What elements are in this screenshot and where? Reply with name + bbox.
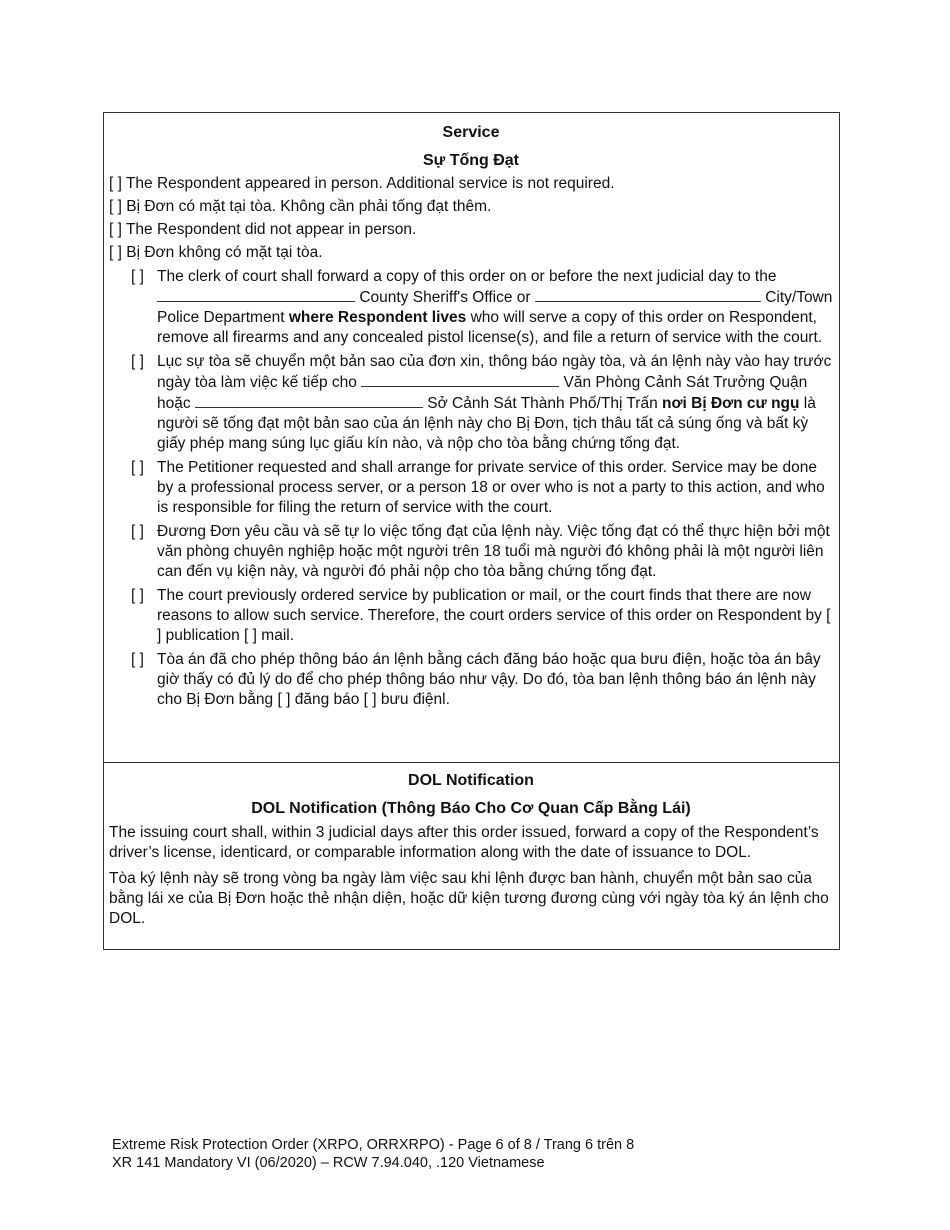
checkbox-publication[interactable]: [ ] xyxy=(157,607,831,644)
service-title-vi: Sự Tống Đạt xyxy=(422,152,520,169)
footer-line-2: XR 141 Mandatory VI (06/2020) – RCW 7.94.040, .120 Vietnamese xyxy=(112,1155,545,1171)
option-not-appeared[interactable]: [ ] The Respondent did not appear in person. xyxy=(109,221,417,238)
checkbox[interactable]: [ ] xyxy=(131,651,144,668)
checkbox[interactable]: [ ] xyxy=(131,268,144,285)
clerk-forward-text: The clerk of court shall forward a copy of this order on or before the next judicial day to the County Sheriff's Office or City/Town Police Department where Respondent lives who will serve a copy of this order on Respondent, remove all firearms and any concealed pistol license(s), and file a return of service with the court. xyxy=(157,268,833,346)
option-appeared-vi[interactable]: [ ] Bị Đơn có mặt tại tòa. Không cần phải tống đạt thêm. xyxy=(109,198,492,215)
publication-text-vi: Tòa án đã cho phép thông báo án lệnh bằng cách đăng báo hoặc qua bưu điện, hoặc tòa án bây giờ thấy có đủ lý do để cho phép thông báo như vậy. Do đó, tòa ban lệnh thông báo án lệnh này cho Bị Đơn bằng [ ] đăng báo [ ] bưu điệnl. xyxy=(157,651,821,708)
option-private-service-vi[interactable] xyxy=(131,522,833,582)
service-title: Service xyxy=(442,124,500,141)
footer-line-1: Extreme Risk Protection Order (XRPO, ORRXRPO) - Page 6 of 8 / Trang 6 trên 8 xyxy=(112,1137,635,1153)
checkbox-publication-vi[interactable]: [ ] xyxy=(277,691,291,708)
option-private-service[interactable] xyxy=(131,458,833,518)
option-publication[interactable] xyxy=(131,586,833,646)
option-not-appeared-vi[interactable]: [ ] Bị Đơn không có mặt tại tòa. xyxy=(109,244,323,261)
publication-text: The court previously ordered service by publication or mail, or the court finds that there are now reasons to allow such service. Therefore, the court orders service of this order on Respondent by [ ] publication [ ] mail. xyxy=(157,587,831,644)
checkbox-mail-vi[interactable]: [ ] xyxy=(363,691,377,708)
checkbox[interactable]: [ ] xyxy=(109,244,122,261)
private-service-text-vi: Đương Đơn yêu cầu và sẽ tự lo việc tống đạt của lệnh này. Việc tống đạt có thể thực hiện bởi một văn phòng chuyên nghiệp hoặc một người trên 18 tuổi mà người đó không phải là một người liên can đến vụ kiện này, và người đó phải nộp cho tòa bằng chứng tống đạt. xyxy=(157,523,830,580)
checkbox[interactable]: [ ] xyxy=(109,221,122,238)
checkbox[interactable]: [ ] xyxy=(109,175,122,192)
city-town-field[interactable] xyxy=(535,287,761,302)
checkbox[interactable]: [ ] xyxy=(131,523,144,540)
dol-title: DOL Notification xyxy=(408,772,534,789)
dol-paragraph-vi: Tòa ký lệnh này sẽ trong vòng ba ngày làm việc sau khi lệnh được ban hành, chuyển một bản sao của bằng lái xe của Bị Đơn hoặc thẻ nhận diện, hoặc dữ kiện tương đương cùng với ngày tòa ký án lệnh cho DOL. xyxy=(109,870,829,927)
private-service-text: The Petitioner requested and shall arrange for private service of this order. Service may be done by a professional process server, or a person 18 or over who is not a party to this action, and who is responsible for filing the return of service with the court. xyxy=(157,459,825,516)
dol-paragraph: The issuing court shall, within 3 judicial days after this order issued, forward a copy of the Respondent’s driver’s license, identicard, or comparable information along with the date of issuance to DOL. xyxy=(109,824,819,861)
form-frame xyxy=(103,112,840,950)
checkbox[interactable]: [ ] xyxy=(109,198,122,215)
option-appeared[interactable]: [ ] The Respondent appeared in person. Additional service is not required. xyxy=(109,175,615,192)
checkbox[interactable]: [ ] xyxy=(131,587,144,604)
checkbox[interactable]: [ ] xyxy=(131,353,144,370)
county-field[interactable] xyxy=(157,287,355,302)
page-footer xyxy=(112,1136,634,1172)
dol-section xyxy=(104,763,839,929)
city-town-field-vi[interactable] xyxy=(195,393,423,408)
dol-title-vi: DOL Notification (Thông Báo Cho Cơ Quan Cấp Bằng Lái) xyxy=(251,800,691,817)
clerk-forward-text-vi: Lục sự tòa sẽ chuyển một bản sao của đơn xin, thông báo ngày tòa, và án lệnh này vào hay trước ngày tòa làm việc kế tiếp cho Văn Phòng Cảnh Sát Trưởng Quận hoặc Sở Cảnh Sát Thành Phố/Thị Trấn nơi Bị Đơn cư ngụ là người sẽ tống đạt một bản sao của án lệnh này cho Bị Đơn, tịch thâu tất cả súng ống và bất kỳ giấy phép mang súng lục giấu kín nào, và nộp cho tòa bằng chứng tống đạt. xyxy=(157,353,832,452)
option-clerk-forward[interactable] xyxy=(131,267,833,348)
service-section xyxy=(104,113,839,763)
option-clerk-forward-vi[interactable] xyxy=(131,352,833,454)
option-publication-vi[interactable] xyxy=(131,650,833,710)
county-field-vi[interactable] xyxy=(361,372,559,387)
checkbox[interactable]: [ ] xyxy=(131,459,144,476)
checkbox-mail[interactable]: [ ] xyxy=(244,627,257,644)
